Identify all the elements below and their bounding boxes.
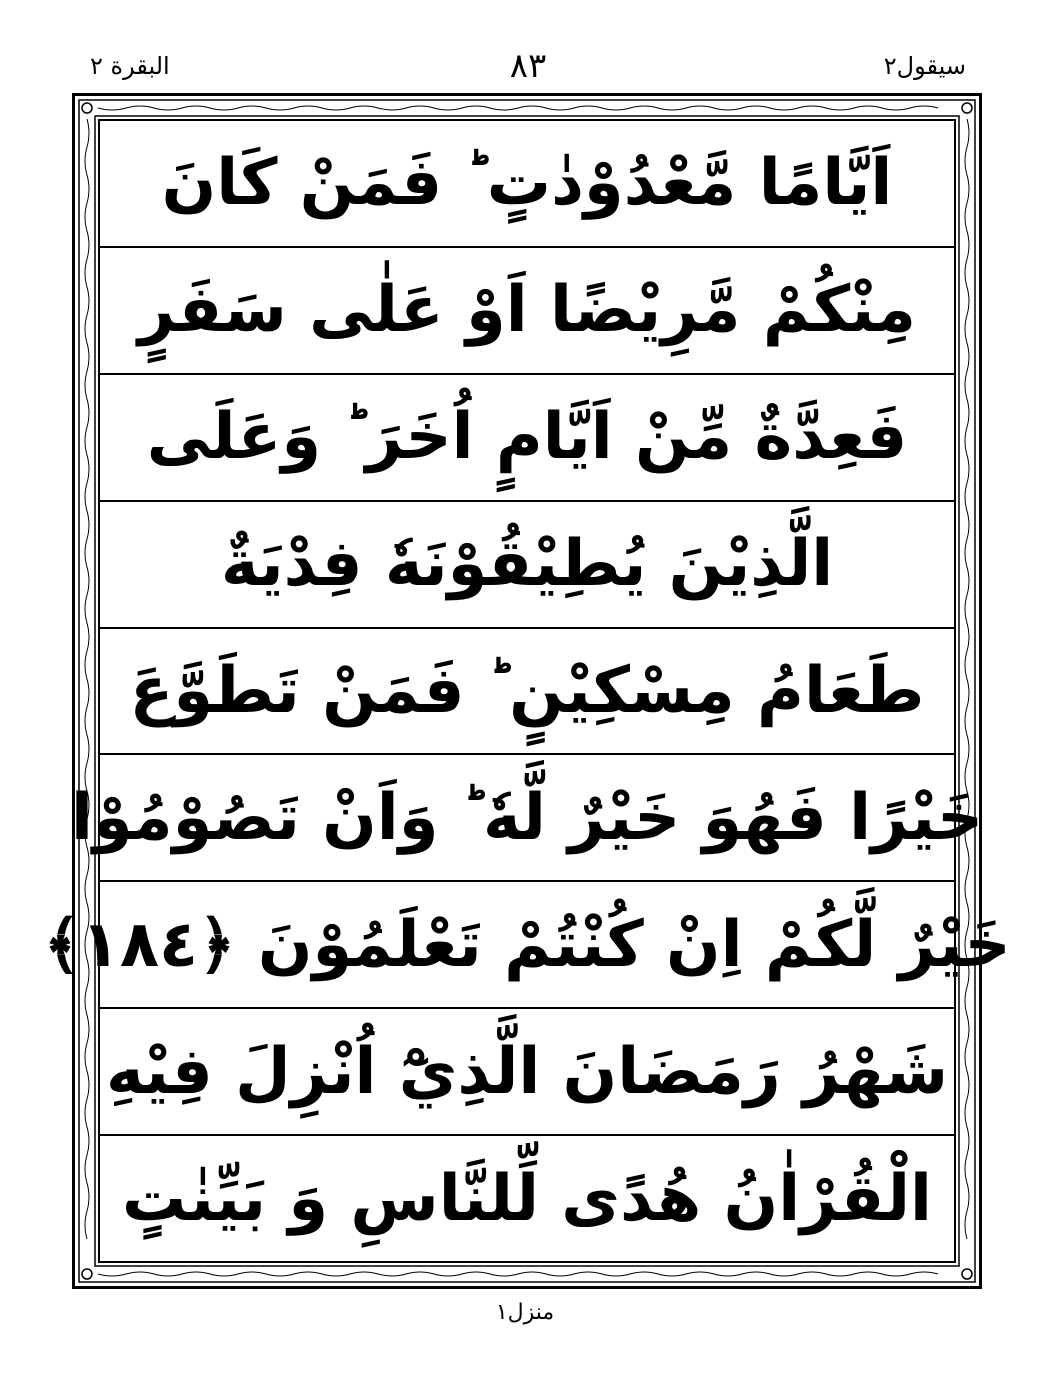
line-text: الَّذِيْنَ يُطِيْقُوْنَهٗ فِدْيَةٌ xyxy=(220,527,834,602)
border-vine xyxy=(98,1272,938,1276)
text-line xyxy=(100,502,954,629)
line-text: خَيْرٌ لَّكُمْ اِنْ كُنْتُمْ تَعْلَمُوْنَ ﴿١٨٤﴾ xyxy=(43,907,1011,982)
line-text: خَيْرًا فَهُوَ خَيْرٌ لَّهٗ ؕ وَاَنْ تَصُوْمُوْا xyxy=(70,780,984,855)
line-text: فَعِدَّةٌ مِّنْ اَيَّامٍ اُخَرَ ؕ وَعَلَى xyxy=(146,400,908,475)
surah-name: البقرة ٢ xyxy=(90,52,170,80)
text-line xyxy=(100,248,954,375)
juz-name: سیقول٢ xyxy=(883,52,966,80)
page-frame xyxy=(43,93,1011,1289)
text-line xyxy=(100,375,954,502)
line-text: شَهْرُ رَمَضَانَ الَّذِيْٓ اُنْزِلَ فِيْهِ xyxy=(105,1034,949,1109)
border-vine xyxy=(98,106,938,110)
page-header xyxy=(80,46,976,92)
manzil-label: منزل١ xyxy=(495,1300,555,1325)
page-number: ٨٣ xyxy=(509,46,547,86)
line-text: اَيَّامًا مَّعْدُوْدٰتٍ ؕ فَمَنْ كَانَ xyxy=(161,146,893,221)
text-line xyxy=(70,755,984,882)
line-text: طَعَامُ مِسْكِيْنٍ ؕ فَمَنْ تَطَوَّعَ xyxy=(129,654,925,728)
border-vine xyxy=(85,119,89,1239)
text-line xyxy=(100,121,954,248)
line-text: الْقُرْاٰنُ هُدًى لِّلنَّاسِ وَ بَيِّنٰتٍ xyxy=(122,1161,932,1236)
text-panel xyxy=(43,119,1011,1263)
text-line xyxy=(100,1136,954,1261)
border-vine xyxy=(965,119,969,1239)
text-line xyxy=(43,882,1011,1009)
text-line xyxy=(100,1009,954,1136)
line-text: مِنْكُمْ مَّرِيْضًا اَوْ عَلٰى سَفَرٍ xyxy=(138,273,916,348)
text-line xyxy=(100,629,954,756)
